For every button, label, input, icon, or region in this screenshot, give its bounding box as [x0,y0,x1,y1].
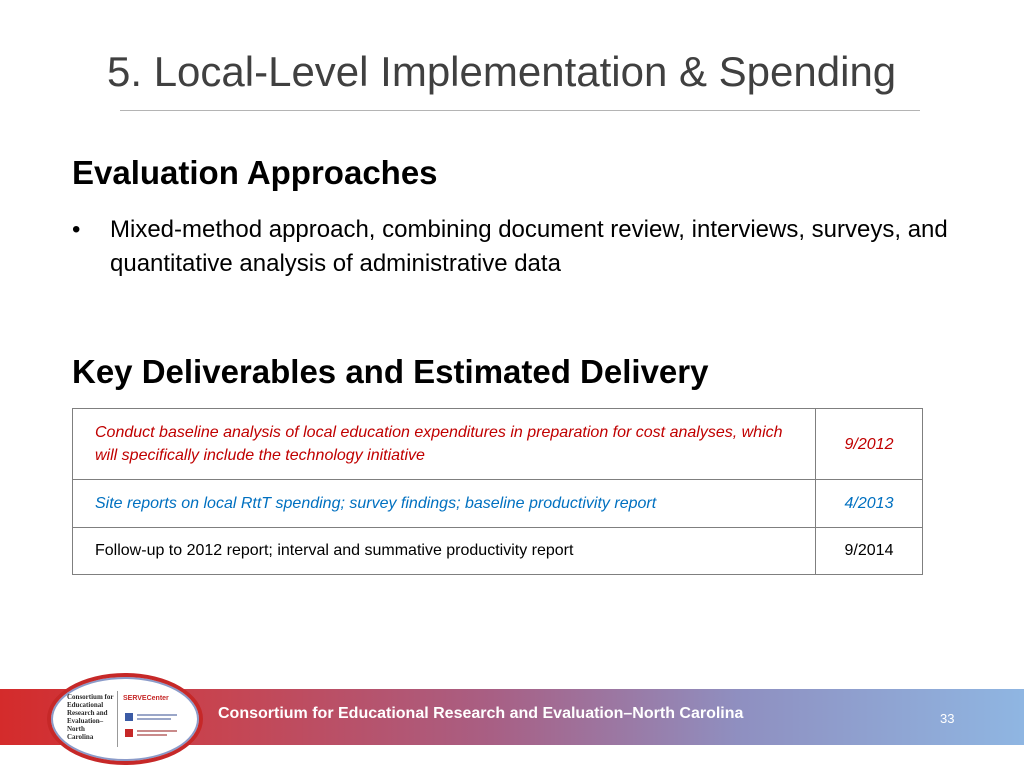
footer-org-name: Consortium for Educational Research and Evaluation–North Carolina [218,705,744,722]
bullet-item [72,213,952,281]
organization-logo [47,673,203,765]
deliverables-table [72,408,923,575]
section-heading-deliverables: Key Deliverables and Estimated Delivery [72,353,709,390]
table-row [73,409,923,480]
title-divider [120,110,920,111]
partner-logos [123,695,183,743]
table-row [73,480,923,528]
deliverable-date: 4/2013 [816,480,923,528]
deliverable-description: Follow-up to 2012 report; interval and summative productivity report [73,528,816,575]
page-number: 33 [940,711,955,726]
bullet-dot: • [72,216,81,243]
table-row [73,528,923,575]
logo-divider [117,691,118,747]
deliverable-date: 9/2012 [816,409,923,480]
partner-mark-icon [125,729,133,737]
bullet-text: Mixed-method approach, combining document review, interviews, surveys, and quantitative analysis of administrative data [110,216,948,277]
partner-mark-icon [125,713,133,721]
logo-text: Consortium for Educational Research and Evaluation– North Carolina [67,693,114,741]
deliverable-description: Conduct baseline analysis of local education expenditures in preparation for cost analyses, which will specifically include the technology initiative [73,409,816,480]
slide-title: 5. Local-Level Implementation & Spending [107,48,897,95]
deliverable-description: Site reports on local RttT spending; survey findings; baseline productivity report [73,480,816,528]
deliverable-date: 9/2014 [816,528,923,575]
partner-logo-label: SERVECenter [123,695,169,702]
section-heading-evaluation: Evaluation Approaches [72,154,438,191]
